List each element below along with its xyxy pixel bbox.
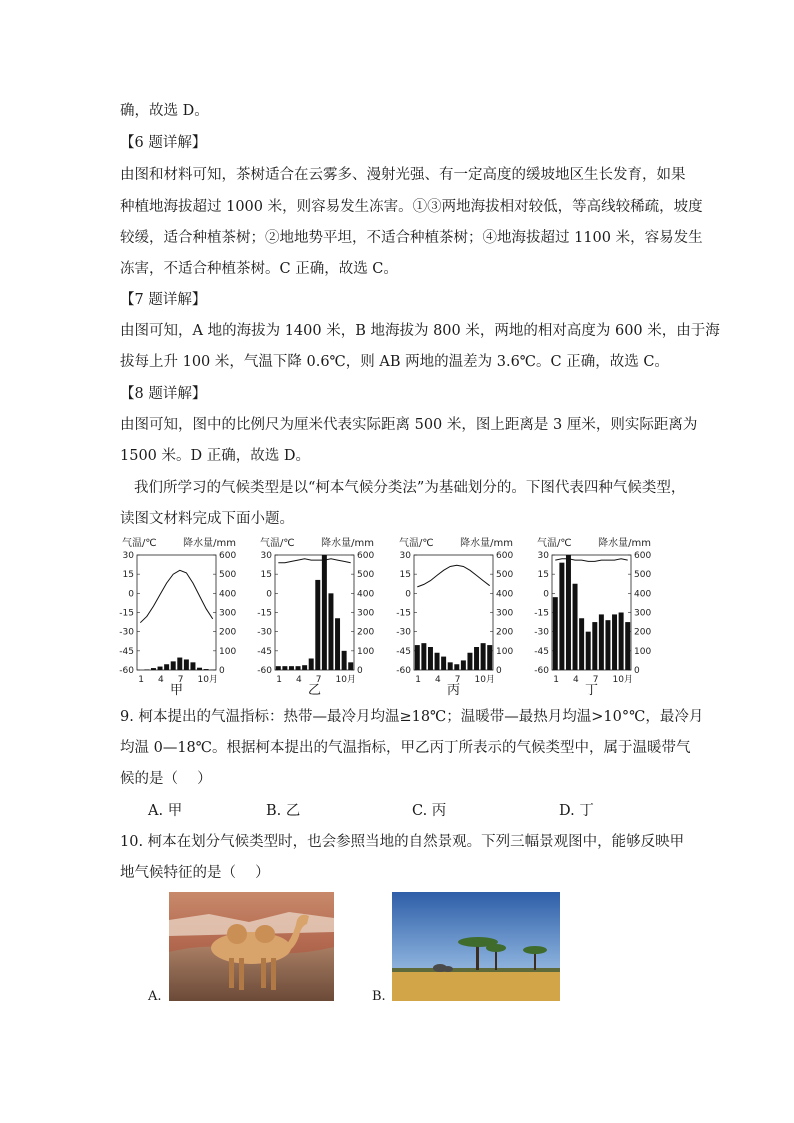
temp-tick-label: -30 — [119, 627, 134, 638]
precip-tick-label: 100 — [634, 646, 652, 657]
climate-chart-ding — [535, 538, 665, 702]
month-tick-label: 1 — [553, 675, 560, 685]
text-line: 确，故选 D。 — [120, 103, 209, 119]
precipitation-bar — [158, 667, 163, 670]
precip-tick-label: 100 — [357, 646, 375, 657]
precipitation-bar — [204, 669, 209, 670]
temp-tick-label: -30 — [534, 627, 549, 638]
precip-tick-label: 300 — [219, 608, 237, 619]
precipitation-bar — [328, 593, 333, 670]
text-line: 1500 米。D 正确，故选 D。 — [120, 448, 310, 464]
temp-tick-label: -60 — [257, 666, 272, 676]
precipitation-bar — [467, 653, 472, 670]
month-tick-label: 4 — [296, 675, 302, 685]
image-a-label: A. — [148, 989, 162, 1004]
precip-axis-label: 降水量/mm — [321, 538, 374, 549]
precipitation-bar — [448, 662, 453, 670]
question-10-line: 地气候特征的是（ ） — [120, 865, 270, 881]
precipitation-bar — [342, 651, 347, 670]
precip-tick-label: 200 — [219, 627, 237, 638]
precipitation-bar — [421, 643, 426, 670]
chart-title: 丁 — [584, 683, 599, 698]
temp-tick-label: -15 — [119, 608, 134, 619]
temp-tick-label: 15 — [399, 570, 411, 581]
precipitation-bar — [428, 647, 433, 670]
temp-tick-label: -45 — [396, 646, 411, 657]
text-line: 读图文材料完成下面小题。 — [120, 511, 294, 527]
question-9-line: 候的是（ ） — [120, 771, 212, 787]
precipitation-bar — [612, 614, 617, 670]
month-tick-label: 7 — [454, 675, 461, 685]
temp-tick-label: 0 — [543, 589, 549, 600]
precip-tick-label: 400 — [219, 589, 237, 600]
precipitation-bar — [177, 658, 182, 670]
precip-tick-label: 400 — [357, 589, 375, 600]
temperature-line — [278, 559, 350, 563]
temp-tick-label: 0 — [266, 589, 272, 600]
temp-tick-label: 15 — [260, 570, 272, 581]
month-tick-label: 4 — [573, 675, 579, 685]
month-tick-label: 4 — [158, 675, 164, 685]
precip-tick-label: 300 — [496, 608, 514, 619]
precip-tick-label: 200 — [357, 627, 375, 638]
precip-axis-label: 降水量/mm — [460, 538, 513, 549]
temperature-line — [140, 570, 212, 622]
precipitation-bar — [487, 645, 492, 670]
option-d[interactable]: D. 丁 — [559, 803, 594, 819]
section-heading-8: 【8 题详解】 — [120, 386, 207, 402]
month-tick-label: 1 — [138, 675, 145, 685]
precip-tick-label: 500 — [634, 570, 652, 581]
text-line: 拔每上升 100 米，气温下降 0.6℃，则 AB 两地的温差为 3.6℃。C 正确，故选 C。 — [120, 354, 669, 370]
question-9-line: 9. 柯本提出的气温指标：热带—最冷月均温≥18℃；温暖带—最热月均温>10°℃，最冷月 — [120, 709, 704, 725]
precip-tick-label: 500 — [219, 570, 237, 581]
month-tick-label: 7 — [592, 675, 599, 685]
precipitation-bar — [599, 614, 604, 670]
text-line: 冻害，不适合种植茶树。C 正确，故选 C。 — [120, 261, 398, 277]
temp-tick-label: 0 — [128, 589, 134, 600]
precipitation-bar — [164, 664, 169, 670]
temp-axis-label: 气温/℃ — [399, 538, 434, 549]
temp-axis-label: 气温/℃ — [122, 538, 157, 549]
precipitation-bar — [441, 657, 446, 670]
temp-tick-label: -60 — [119, 666, 134, 676]
temp-tick-label: -15 — [396, 608, 411, 619]
precip-tick-label: 500 — [496, 570, 514, 581]
temp-tick-label: -60 — [396, 666, 411, 676]
camel-desert-image[interactable] — [169, 892, 334, 1001]
temp-axis-label: 气温/℃ — [260, 538, 295, 549]
precip-tick-label: 0 — [496, 666, 502, 676]
temp-tick-label: 30 — [122, 551, 134, 561]
text-line: 种植地海拔超过 1000 米，则容易发生冻害。①③两地海拔相对较低，等高线较稀疏，坡度 — [120, 199, 703, 215]
precip-tick-label: 600 — [634, 551, 652, 561]
chart-title: 甲 — [169, 683, 184, 698]
precipitation-bar — [481, 643, 486, 670]
month-tick-label: 7 — [177, 675, 184, 685]
month-tick-label: 7 — [315, 675, 322, 685]
temp-tick-label: 30 — [260, 551, 272, 561]
temp-tick-label: 15 — [122, 570, 134, 581]
precipitation-bar — [573, 584, 578, 670]
precipitation-bar — [415, 645, 420, 670]
temp-tick-label: -45 — [119, 646, 134, 657]
image-b-label: B. — [372, 989, 386, 1004]
temp-tick-label: -30 — [396, 627, 411, 638]
precip-tick-label: 200 — [496, 627, 514, 638]
temp-tick-label: -15 — [257, 608, 272, 619]
temp-tick-label: 0 — [405, 589, 411, 600]
precipitation-bar — [348, 662, 353, 670]
precip-tick-label: 0 — [357, 666, 363, 676]
precipitation-bar — [553, 597, 558, 670]
temp-tick-label: -15 — [534, 608, 549, 619]
precipitation-bar — [605, 620, 610, 670]
section-heading-7: 【7 题详解】 — [120, 292, 207, 308]
climate-chart-yi — [258, 538, 388, 702]
savanna-image[interactable] — [392, 892, 560, 1001]
precipitation-bar — [335, 618, 340, 670]
month-tick-label: 1 — [415, 675, 422, 685]
precipitation-bar — [322, 555, 327, 670]
precipitation-bar — [619, 613, 624, 671]
text-line: 由图可知，图中的比例尺为厘米代表实际距离 500 米，图上距离是 3 厘米，则实际距离为 — [120, 417, 698, 433]
temp-tick-label: -60 — [534, 666, 549, 676]
precip-tick-label: 600 — [357, 551, 375, 561]
climate-chart-bing — [397, 538, 527, 702]
option-a[interactable]: A. 甲 — [148, 803, 183, 819]
precip-tick-label: 100 — [219, 646, 237, 657]
precipitation-bar — [592, 622, 597, 670]
option-b[interactable]: B. 乙 — [266, 803, 301, 819]
precipitation-bar — [566, 555, 571, 670]
precip-tick-label: 500 — [357, 570, 375, 581]
precipitation-bar — [276, 666, 281, 670]
precip-tick-label: 300 — [357, 608, 375, 619]
precip-tick-label: 200 — [634, 627, 652, 638]
precipitation-bar — [151, 668, 156, 670]
temp-tick-label: -30 — [257, 627, 272, 638]
precip-tick-label: 0 — [634, 666, 640, 676]
precipitation-bar — [197, 668, 202, 670]
precip-tick-label: 400 — [634, 589, 652, 600]
precip-tick-label: 300 — [634, 608, 652, 619]
temperature-line — [417, 565, 489, 587]
chart-title: 乙 — [307, 683, 322, 698]
precipitation-bar — [435, 653, 440, 670]
question-10-line: 10. 柯本在划分气候类型时，也会参照当地的自然景观。下列三幅景观图中，能够反映甲 — [120, 834, 685, 850]
month-tick-label: 10月 — [474, 675, 495, 685]
text-line: 我们所学习的气候类型是以“柯本气候分类法”为基础划分的。下图代表四种气候类型， — [134, 480, 686, 496]
text-line: 由图和材料可知，茶树适合在云雾多、漫射光强、有一定高度的缓坡地区生长发育，如果 — [120, 167, 686, 183]
temp-tick-label: 30 — [399, 551, 411, 561]
precip-tick-label: 400 — [496, 589, 514, 600]
precipitation-bar — [171, 661, 176, 670]
precipitation-bar — [190, 662, 195, 670]
precipitation-bar — [296, 666, 301, 670]
precipitation-bar — [625, 622, 630, 670]
precipitation-bar — [309, 659, 314, 671]
precipitation-bar — [586, 632, 591, 670]
precipitation-bar — [184, 659, 189, 670]
temp-tick-label: -45 — [257, 646, 272, 657]
precipitation-bar — [315, 580, 320, 670]
precipitation-bar — [461, 660, 466, 670]
precip-tick-label: 0 — [219, 666, 225, 676]
temp-tick-label: 15 — [537, 570, 549, 581]
text-line: 由图可知，A 地的海拔为 1400 米，B 地海拔为 800 米，两地的相对高度为 600 米，由于海 — [120, 323, 720, 339]
precipitation-bar — [579, 618, 584, 670]
precip-axis-label: 降水量/mm — [183, 538, 236, 549]
text-line: 较缓，适合种植茶树；②地地势平坦，不适合种植茶树；④地海拔超过 1100 米，容易发生 — [120, 230, 703, 246]
month-tick-label: 1 — [276, 675, 283, 685]
precipitation-bar — [289, 666, 294, 670]
climate-chart-jia — [120, 538, 250, 702]
precip-tick-label: 600 — [219, 551, 237, 561]
precipitation-bar — [282, 666, 287, 670]
precip-axis-label: 降水量/mm — [598, 538, 651, 549]
section-heading-6: 【6 题详解】 — [120, 135, 207, 151]
month-tick-label: 10月 — [335, 675, 356, 685]
precip-tick-label: 600 — [496, 551, 514, 561]
precip-tick-label: 100 — [496, 646, 514, 657]
temp-tick-label: 30 — [537, 551, 549, 561]
chart-title: 丙 — [446, 683, 461, 698]
option-c[interactable]: C. 丙 — [412, 803, 447, 819]
precipitation-bar — [144, 669, 149, 670]
temp-tick-label: -45 — [534, 646, 549, 657]
precipitation-bar — [302, 665, 307, 670]
temp-axis-label: 气温/℃ — [537, 538, 572, 549]
precipitation-bar — [559, 563, 564, 670]
question-9-line: 均温 0—18℃。根据柯本提出的气温指标，甲乙丙丁所表示的气候类型中，属于温暖带气 — [120, 740, 691, 756]
precipitation-bar — [454, 664, 459, 670]
precipitation-bar — [474, 647, 479, 670]
month-tick-label: 4 — [435, 675, 441, 685]
month-tick-label: 10月 — [197, 675, 218, 685]
month-tick-label: 10月 — [612, 675, 633, 685]
